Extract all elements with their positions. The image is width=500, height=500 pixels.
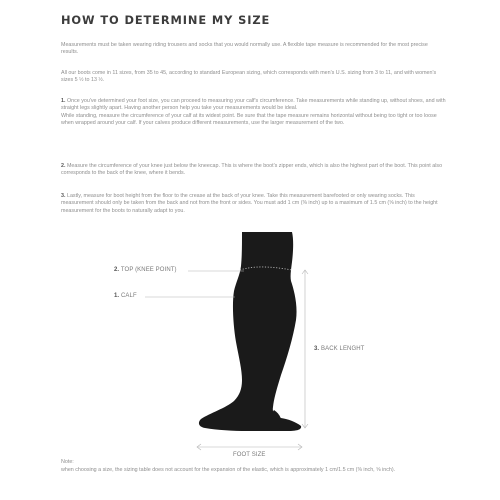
step-1-number: 1. — [61, 98, 66, 104]
top-knee-label — [114, 267, 177, 273]
top-knee-label-text: TOP (KNEE POINT) — [120, 267, 177, 273]
calf-label-number: 1. — [114, 293, 120, 299]
note-text: when choosing a size, the sizing table does not account for the expansion of the elastic, which is approximately 1 cm/1.5 cm (⅜ inch, ⅝ inch). — [61, 466, 396, 473]
step-2-number: 2. — [61, 163, 66, 169]
back-length-label-number: 3. — [314, 346, 320, 352]
leg-silhouette — [199, 232, 301, 431]
step-1-text: Once you've determined your foot size, you can proceed to measuring your calf's circumference. Take measurements while standing up, without shoes, and with straight legs slightly apart. Having another person help you take your measurements would be ideal. — [61, 98, 446, 112]
calf-label — [114, 293, 137, 299]
step-3-number: 3. — [61, 193, 66, 199]
step-2-text: Measure the circumference of your knee just below the kneecap. This is where the boot's zipper ends, which is also the highest part of the boot. This point also corresponds to the back of the knee, where it bends. — [61, 163, 443, 177]
note-block — [61, 459, 451, 475]
intro-paragraph: Measurements must be taken wearing riding trousers and socks that you would normally use. A flexible tape measure is recommended for the most precise results. — [61, 42, 428, 56]
calf-label-text: CALF — [121, 293, 137, 299]
foot-size-label: FOOT SIZE — [233, 452, 266, 458]
back-length-label-text: BACK LENGHT — [321, 346, 365, 352]
top-knee-label-number: 2. — [114, 267, 120, 273]
page-title: HOW TO DETERMINE MY SIZE — [61, 13, 271, 27]
sizes-paragraph: All our boots come in 11 sizes, from 35 to 45, according to standard European sizing, which corresponds with men's U.S. sizing from 3 to 11, and with women's sizes 5 ½ to 13 ½. — [61, 70, 437, 84]
back-length-label — [314, 346, 364, 352]
step-3-text: Lastly, measure for boot height from the floor to the crease at the back of your knee. Take this measurement barefooted or only wearing socks. This measurement should only be taken from the back and not from the front or sides. You must add 1 cm (⅜ inch) up to a maximum of 1.5 cm (⅝ inch) to the height measurement for the boots to naturally adapt to you. — [61, 193, 438, 214]
note-title: Note: — [61, 459, 74, 465]
step-1-text-continued: While standing, measure the circumference of your calf at its widest point. Be sure that the tape measure remains horizontal without being too tight or too loose when wrapped around your calf. If your calves produce different measurements, use the larger measurement of the two. — [61, 112, 437, 126]
